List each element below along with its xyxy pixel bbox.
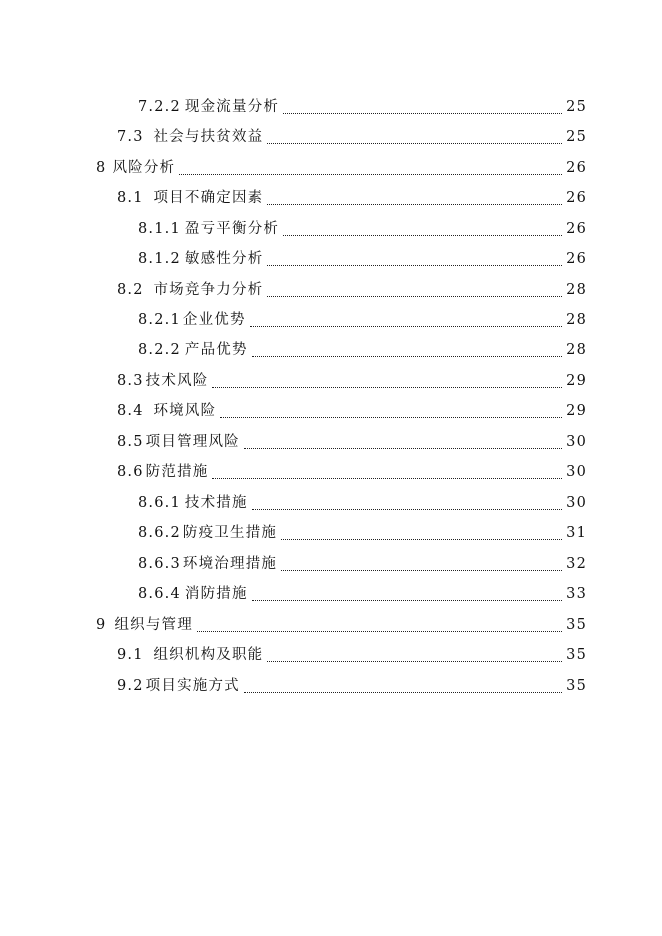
toc-entry[interactable] bbox=[138, 217, 587, 243]
toc-entry-number: 8 bbox=[96, 160, 107, 176]
toc-entry-page: 25 bbox=[566, 129, 587, 145]
toc-dot-leader bbox=[281, 528, 562, 542]
toc-dot-leader bbox=[267, 285, 562, 299]
toc-entry-title: 项目不确定因素 bbox=[147, 190, 264, 206]
toc-dot-leader bbox=[244, 437, 562, 451]
toc-dot-leader bbox=[267, 193, 562, 207]
toc-entry-title: 组织机构及职能 bbox=[147, 647, 264, 663]
toc-dot-leader bbox=[267, 132, 562, 146]
toc-entry-number: 8.6.4 bbox=[138, 586, 181, 602]
toc-entry-number: 9.1 bbox=[117, 647, 144, 663]
toc-entry-title: 防范措施 bbox=[145, 464, 209, 480]
toc-entry-page: 28 bbox=[566, 312, 587, 328]
toc-entry-number: 9.2 bbox=[117, 678, 144, 694]
toc-entry-number: 8.2 bbox=[117, 282, 144, 298]
toc-entry-page: 30 bbox=[566, 464, 587, 480]
toc-entry-title: 风险分析 bbox=[112, 160, 176, 176]
toc-entry-title: 技术风险 bbox=[145, 373, 209, 389]
toc-entry[interactable] bbox=[138, 95, 587, 121]
toc-entry[interactable] bbox=[96, 156, 587, 182]
toc-entry[interactable] bbox=[117, 125, 587, 151]
toc-entry-number: 7.2.2 bbox=[138, 99, 181, 115]
toc-dot-leader bbox=[252, 589, 562, 603]
toc-entry-page: 33 bbox=[566, 586, 587, 602]
toc-dot-leader bbox=[212, 376, 562, 390]
toc-entry-page: 28 bbox=[566, 342, 587, 358]
toc-entry[interactable] bbox=[138, 308, 587, 334]
toc-entry-page: 25 bbox=[566, 99, 587, 115]
toc-entry[interactable] bbox=[117, 399, 587, 425]
toc-entry[interactable] bbox=[117, 186, 587, 212]
toc-entry-page: 29 bbox=[566, 373, 587, 389]
toc-entry-number: 7.3 bbox=[117, 129, 144, 145]
toc-entry[interactable] bbox=[117, 460, 587, 486]
toc-entry[interactable] bbox=[117, 674, 587, 700]
toc-entry-page: 29 bbox=[566, 403, 587, 419]
toc-entry-number: 8.5 bbox=[117, 434, 144, 450]
toc-entry[interactable] bbox=[117, 278, 587, 304]
toc-entry[interactable] bbox=[138, 582, 587, 608]
toc-dot-leader bbox=[267, 650, 562, 664]
toc-entry-number: 8.1.1 bbox=[138, 221, 181, 237]
toc-entry-number: 8.6.2 bbox=[138, 525, 181, 541]
toc-entry-title: 消防措施 bbox=[184, 586, 248, 602]
toc-dot-leader bbox=[244, 681, 562, 695]
toc-dot-leader bbox=[281, 559, 562, 573]
toc-dot-leader bbox=[252, 498, 562, 512]
toc-entry-page: 32 bbox=[566, 556, 587, 572]
toc-entry-page: 35 bbox=[566, 678, 587, 694]
toc-entry[interactable] bbox=[117, 430, 587, 456]
toc-entry-title: 产品优势 bbox=[184, 342, 248, 358]
toc-entry[interactable] bbox=[138, 491, 587, 517]
toc-entry-title: 项目实施方式 bbox=[145, 678, 240, 694]
toc-entry[interactable] bbox=[138, 521, 587, 547]
toc-dot-leader bbox=[252, 345, 562, 359]
toc-dot-leader bbox=[283, 224, 562, 238]
toc-entry-number: 8.4 bbox=[117, 403, 144, 419]
toc-entry-number: 8.1.2 bbox=[138, 251, 181, 267]
toc-entry-page: 26 bbox=[566, 221, 587, 237]
toc-entry-title: 市场竞争力分析 bbox=[147, 282, 264, 298]
toc-entry[interactable] bbox=[138, 552, 587, 578]
toc-entry-title: 环境风险 bbox=[147, 403, 217, 419]
toc-entry-title: 企业优势 bbox=[182, 312, 246, 328]
toc-entry[interactable] bbox=[117, 369, 587, 395]
toc-entry-number: 9 bbox=[96, 617, 107, 633]
toc-entry-page: 30 bbox=[566, 434, 587, 450]
toc-entry-title: 环境治理措施 bbox=[182, 556, 278, 572]
toc-entry-number: 8.2.1 bbox=[138, 312, 181, 328]
toc-entry-number: 8.6.3 bbox=[138, 556, 181, 572]
toc-entry-title: 盈亏平衡分析 bbox=[184, 221, 280, 237]
toc-entry-number: 8.3 bbox=[117, 373, 144, 389]
toc-entry-title: 技术措施 bbox=[184, 495, 248, 511]
toc-entry[interactable] bbox=[96, 613, 587, 639]
toc-entry-title: 社会与扶贫效益 bbox=[147, 129, 264, 145]
toc-entry-number: 8.2.2 bbox=[138, 342, 181, 358]
toc-entry-page: 35 bbox=[566, 647, 587, 663]
toc-entry-title: 敏感性分析 bbox=[184, 251, 264, 267]
toc-entry-number: 8.6 bbox=[117, 464, 144, 480]
toc-entry-page: 35 bbox=[566, 617, 587, 633]
toc-entry-title: 项目管理风险 bbox=[145, 434, 240, 450]
toc-entry[interactable] bbox=[138, 247, 587, 273]
toc-entry-page: 26 bbox=[566, 251, 587, 267]
toc-dot-leader bbox=[197, 620, 562, 634]
toc-dot-leader bbox=[220, 406, 562, 420]
toc-entry[interactable] bbox=[117, 643, 587, 669]
toc-dot-leader bbox=[250, 315, 562, 329]
toc-entry-page: 30 bbox=[566, 495, 587, 511]
toc-entry-page: 28 bbox=[566, 282, 587, 298]
toc-entry-number: 8.1 bbox=[117, 190, 144, 206]
toc-dot-leader bbox=[283, 102, 562, 116]
toc-entry-title: 防疫卫生措施 bbox=[182, 525, 278, 541]
toc-entry[interactable] bbox=[138, 338, 587, 364]
toc-entry-page: 26 bbox=[566, 160, 587, 176]
toc-dot-leader bbox=[267, 254, 562, 268]
toc-entry-page: 31 bbox=[566, 525, 587, 541]
toc-entry-page: 26 bbox=[566, 190, 587, 206]
toc-entry-title: 组织与管理 bbox=[114, 617, 193, 633]
toc-dot-leader bbox=[212, 467, 562, 481]
toc-entry-title: 现金流量分析 bbox=[184, 99, 280, 115]
toc-dot-leader bbox=[179, 163, 562, 177]
toc-entry-number: 8.6.1 bbox=[138, 495, 181, 511]
